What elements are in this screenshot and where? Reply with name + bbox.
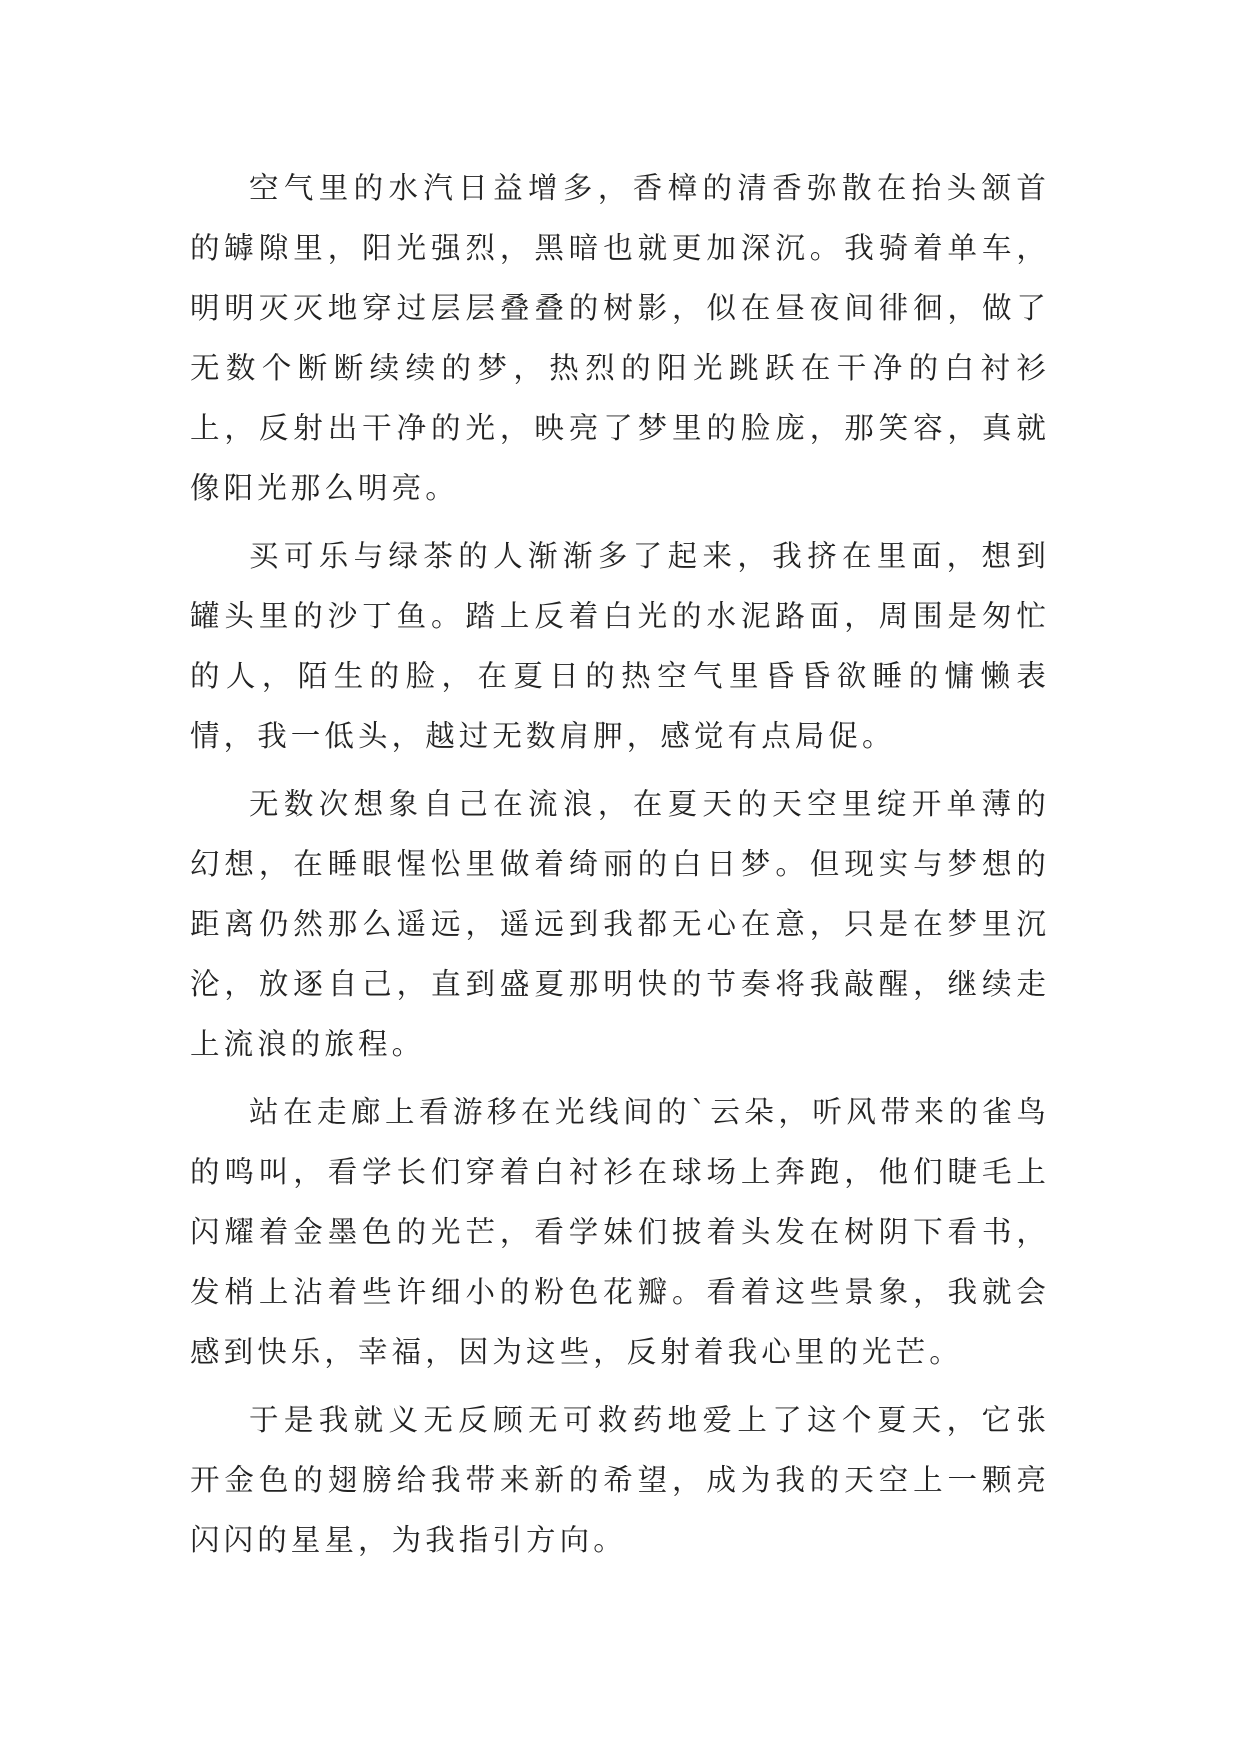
paragraph-5: 于是我就义无反顾无可救药地爱上了这个夏天，它张开金色的翅膀给我带来新的希望，成为我的天空上一颗亮闪闪的星星，为我指引方向。 — [190, 1403, 1050, 1557]
document-body — [190, 158, 1050, 1578]
paragraph-1: 空气里的水汽日益增多，香樟的清香弥散在抬头颔首的罅隙里，阳光强烈，黑暗也就更加深沉。我骑着单车，明明灭灭地穿过层层叠叠的树影，似在昼夜间徘徊，做了无数个断断续续的梦，热烈的阳光跳跃在干净的白衬衫上，反射出干净的光，映亮了梦里的脸庞，那笑容，真就像阳光那么明亮。 — [190, 171, 1050, 505]
paragraph-3: 无数次想象自己在流浪，在夏天的天空里绽开单薄的幻想，在睡眼惺忪里做着绮丽的白日梦。但现实与梦想的距离仍然那么遥远，遥远到我都无心在意，只是在梦里沉沦，放逐自己，直到盛夏那明快的节奏将我敲醒，继续走上流浪的旅程。 — [190, 787, 1050, 1061]
paragraph-2: 买可乐与绿茶的人渐渐多了起来，我挤在里面，想到罐头里的沙丁鱼。踏上反着白光的水泥路面，周围是匆忙的人，陌生的脸，在夏日的热空气里昏昏欲睡的慵懒表情，我一低头，越过无数肩胛，感觉有点局促。 — [190, 539, 1050, 753]
paragraph-4: 站在走廊上看游移在光线间的`云朵，听风带来的雀鸟的鸣叫，看学长们穿着白衬衫在球场上奔跑，他们睫毛上闪耀着金墨色的光芒，看学妹们披着头发在树阴下看书，发梢上沾着些许细小的粉色花瓣。看着这些景象，我就会感到快乐，幸福，因为这些，反射着我心里的光芒。 — [190, 1095, 1050, 1369]
